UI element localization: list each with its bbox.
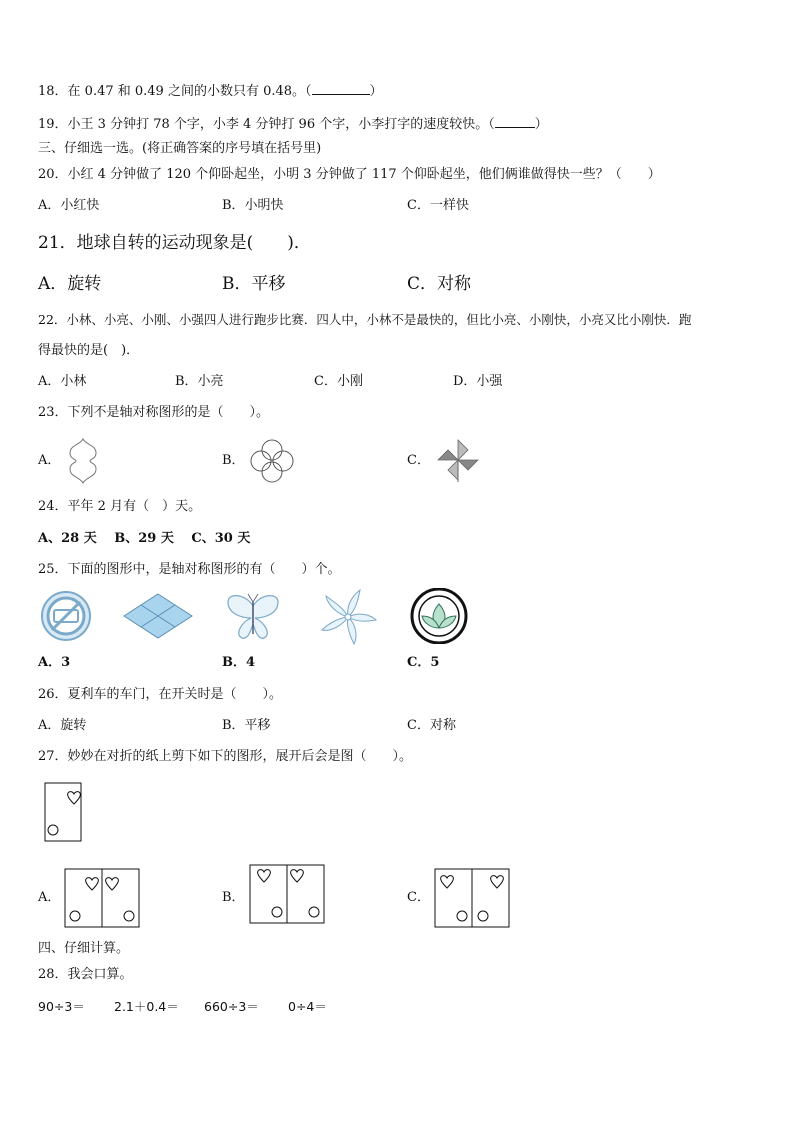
oral-calc-expression: 0÷4＝	[288, 999, 327, 1014]
option-b[interactable]: B．	[222, 890, 245, 905]
question-18-close: ）	[369, 84, 383, 99]
question-19-text: 19．小王 3 分钟打 78 个字，小李 4 分钟打 96 个字，小李打字的速度较快。（	[38, 117, 495, 132]
question-19	[38, 115, 548, 134]
question-22-line-1: 22．小林、小亮、小刚、小强四人进行跑步比赛．四人中，小林不是最快的，但比小亮、小刚快，小亮又比小刚快．跑	[38, 312, 692, 327]
four-rhombus-figure	[122, 592, 194, 640]
question-18	[38, 82, 383, 101]
section-3-heading: 三、仔细选一选。(将正确答案的序号填在括号里)	[38, 141, 322, 156]
answer-blank[interactable]	[495, 115, 535, 128]
option-c[interactable]: C．对称	[407, 718, 456, 733]
option-c[interactable]: C．小刚	[314, 374, 363, 389]
oral-calc-expression: 660÷3＝	[204, 999, 259, 1014]
swirl-flower-figure	[318, 588, 378, 646]
option-c[interactable]: C．	[407, 453, 430, 468]
option-b[interactable]: B．小亮	[175, 374, 224, 389]
question-19-close: ）	[534, 117, 548, 132]
option-a[interactable]: A．旋转	[38, 718, 87, 733]
option-a[interactable]: A．小红快	[38, 198, 100, 213]
option-a[interactable]: A．	[38, 453, 61, 468]
option-a[interactable]: A．旋转	[38, 274, 102, 294]
question-20: 20．小红 4 分钟做了 120 个仰卧起坐，小明 3 分钟做了 117 个仰卧起坐，他们俩谁做得快一些？（ ）	[38, 167, 661, 182]
question-24: 24．平年 2 月有（ ）天。	[38, 499, 202, 514]
four-circle-flower-figure	[248, 438, 296, 484]
option-c[interactable]: C．	[407, 890, 430, 905]
section-4-heading: 四、仔细计算。	[38, 941, 130, 956]
option-a[interactable]: A．3	[38, 655, 71, 670]
leaf-emblem-figure	[410, 588, 468, 644]
option-c[interactable]: C．对称	[407, 274, 472, 294]
question-18-text: 18．在 0.47 和 0.49 之间的小数只有 0.48。（	[38, 84, 312, 99]
unfolded-option-c-figure	[434, 868, 512, 930]
option-d[interactable]: D．小强	[453, 374, 503, 389]
oral-calc-expression: 90÷3＝	[38, 999, 85, 1014]
no-bus-sign-figure	[40, 590, 92, 642]
option-b[interactable]: B．平移	[222, 718, 271, 733]
option-b[interactable]: B．平移	[222, 274, 286, 294]
option-c[interactable]: C．5	[407, 655, 440, 670]
option-b[interactable]: B．小明快	[222, 198, 284, 213]
oral-calc-expression: 2.1＋0.4＝	[114, 999, 179, 1014]
option-c[interactable]: C．一样快	[407, 198, 469, 213]
question-21: 21．地球自转的运动现象是( )．	[38, 233, 311, 253]
option-a[interactable]: A．小林	[38, 374, 87, 389]
unfolded-option-a-figure	[64, 868, 142, 930]
option-b[interactable]: B．4	[222, 655, 256, 670]
question-28: 28．我会口算。	[38, 967, 133, 982]
question-25: 25．下面的图形中，是轴对称图形的有（ ）个。	[38, 562, 341, 577]
option-a[interactable]: A．	[38, 890, 61, 905]
question-24-options[interactable]: A、28 天 B、29 天 C、30 天	[38, 531, 251, 546]
butterfly-figure	[224, 590, 282, 644]
bulb-shape-figure	[62, 437, 104, 485]
unfolded-option-b-figure	[249, 864, 327, 926]
question-22-line-2: 得最快的是( )．	[38, 343, 140, 358]
question-23: 23．下列不是轴对称图形的是（ ）。	[38, 405, 270, 420]
pinwheel-figure	[434, 436, 482, 484]
answer-blank[interactable]	[312, 82, 370, 95]
folded-paper-figure	[44, 782, 84, 844]
question-26: 26．夏利车的车门，在开关时是（ ）。	[38, 687, 283, 702]
question-27: 27．妙妙在对折的纸上剪下如下的图形，展开后会是图（ ）。	[38, 749, 413, 764]
option-b[interactable]: B．	[222, 453, 245, 468]
